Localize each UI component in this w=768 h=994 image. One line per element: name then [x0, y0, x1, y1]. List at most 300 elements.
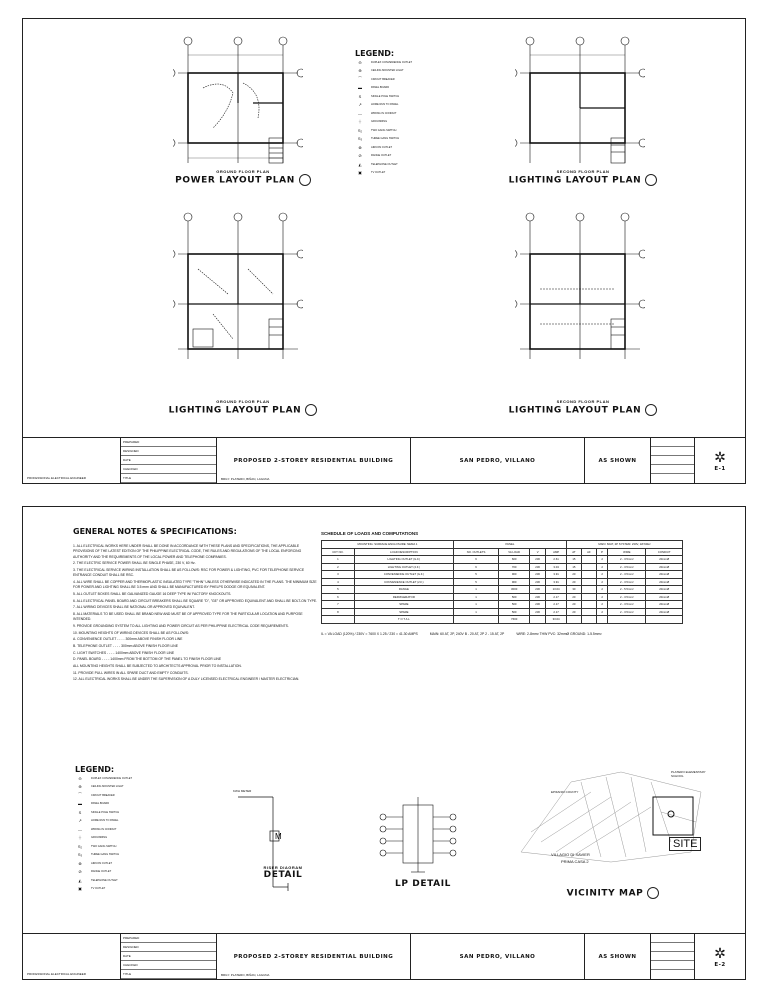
legend — [355, 49, 505, 177]
range-icon: ⊘ — [78, 869, 82, 875]
note-item: 5. ALL OUTLET BOXES SHALL BE GALVANIZED GAUGE 16 DEEP TYPE W/ FACTORY KNOCKOUTS. — [73, 591, 232, 596]
table-cell: LIGHTING OUTLET (2.F.) — [354, 563, 453, 571]
legend-label: WIRING IN CONDUIT — [371, 111, 397, 115]
legend-label: PANEL BOARD — [371, 86, 390, 90]
table-cell — [530, 616, 546, 624]
title-block — [23, 933, 745, 979]
note-item: 2. THE ELECTRIC SERVICE POWER SHALL BE SINGLE PHASE, 230 V, 60 Hz. — [73, 561, 196, 566]
table-cell: 2 - 3.5mm² — [608, 601, 646, 609]
site-label: SITE — [669, 837, 701, 851]
table-cell: 6 — [453, 563, 498, 571]
table-cell: 230 — [530, 571, 546, 579]
plan-title: LIGHTING LAYOUT PLAN — [153, 404, 333, 416]
table-cell: 230 — [530, 601, 546, 609]
note-item: A. CONVENIENCE OUTLET - - - - 300mm ABOVE FINISH FLOOR LINE — [73, 637, 183, 642]
vicinity-title: VICINITY MAP — [523, 887, 703, 899]
riser-title: DETAIL — [263, 870, 303, 880]
notes-list — [73, 544, 318, 682]
schedule-of-loads — [321, 531, 683, 636]
range-icon: ⊘ — [358, 153, 362, 159]
circuit-breaker-icon: ⌒ — [78, 792, 82, 798]
table-cell: 230 — [530, 578, 546, 586]
table-cell — [581, 556, 596, 564]
table-cell: 2 — [596, 593, 607, 601]
schedule-table — [321, 540, 683, 624]
table-cell: 2 — [596, 571, 607, 579]
legend-item — [355, 84, 505, 93]
lp-title: LP DETAIL — [395, 879, 451, 889]
column-header: LOAD DESCRIPTION — [354, 548, 453, 556]
legend-item — [75, 834, 225, 843]
table-cell: 6 — [453, 556, 498, 564]
riser-subtitle: RISER DIAGRAM — [263, 865, 303, 870]
map-label-prima: PRIMA CASA 2 — [561, 859, 589, 864]
legend-item — [355, 143, 505, 152]
legend-label: TELEPHONE OUTLET — [371, 162, 398, 166]
ceiling-light-icon: ⊕ — [78, 784, 82, 790]
three-gang-icon: S₃ — [357, 136, 363, 142]
legend-item — [355, 135, 505, 144]
note-item: 12. ALL ELECTRICAL WORKS SHALL BE UNDER THE SUPERVISION OF A DULY LICENSED ELECTRICAL ENGINEER / MASTER ELECTRICIAN. — [73, 677, 300, 682]
table-row — [322, 601, 683, 609]
computation — [321, 632, 683, 636]
table-cell: 2 — [596, 556, 607, 564]
title-block — [23, 437, 745, 483]
table-cell: 230 — [530, 608, 546, 616]
ground-icon: ⏚ — [78, 834, 82, 840]
table-cell: 1 — [453, 601, 498, 609]
lp-detail — [373, 797, 463, 877]
table-row — [322, 608, 683, 616]
tel-icon: ◭ — [358, 161, 362, 167]
sheet-number: E-2 — [714, 962, 726, 968]
legend-title: LEGEND: — [355, 49, 395, 58]
table-cell: 1 — [453, 593, 498, 601]
note-item: 6. ALL ELECTRICAL PANEL BOARD AND CIRCUIT BREAKERS SHALL BE SQUARE "D", "GE" OR APPROVED EQUIVALENT AND SHALL BE BOLT-ON TYPE. — [73, 598, 318, 603]
date-rows — [651, 934, 695, 979]
table-cell: SPARE — [354, 608, 453, 616]
table-cell: 33.04 — [546, 616, 567, 624]
floor-plan-drawing — [173, 33, 303, 183]
legend-label: AIRCON OUTLET — [91, 861, 113, 865]
plan-caption-1 — [153, 169, 333, 186]
plan-subtitle: GROUND FLOOR PLAN — [216, 169, 270, 174]
scale-cell — [585, 934, 651, 979]
notes-title: GENERAL NOTES & SPECIFICATIONS: — [73, 527, 237, 536]
ground-floor-power-plan — [173, 33, 303, 183]
table-cell: 2 — [596, 578, 607, 586]
column-header: P — [596, 548, 607, 556]
table-cell: 1 — [322, 556, 355, 564]
engineer-signature-cell — [23, 934, 121, 979]
table-cell: 20 — [567, 608, 582, 616]
wiring-icon: — — [358, 110, 362, 116]
table-cell: 700 — [499, 563, 530, 571]
ceiling-light-icon: ⊕ — [358, 68, 362, 74]
schedule-header-mid: PANEL — [453, 541, 566, 549]
legend-label: CEILING MOUNTED LIGHT — [371, 69, 404, 73]
scale-circle-icon — [645, 404, 657, 416]
scale-value: AS SHOWN — [598, 953, 637, 960]
table-cell: 3.91 — [546, 578, 567, 586]
table-cell: 2 - 5.5mm² — [608, 586, 646, 594]
lp-caption — [333, 879, 513, 889]
row-label: CHECKED — [121, 465, 216, 474]
table-cell: 20 — [567, 593, 582, 601]
table-cell: 500 — [499, 593, 530, 601]
note-item: D. PANEL BOARD - - - - 1400mm FROM THE BOTTOM OF THE PANEL TO FINISH FLOOR LINE — [73, 657, 222, 662]
map-label-village: VILLAGIO DI XAVIER — [551, 852, 590, 857]
legend-item — [355, 75, 505, 84]
table-cell: 20mmØ — [646, 608, 683, 616]
sheet-number-cell — [695, 934, 745, 979]
legend-label: TV OUTLET — [371, 171, 386, 175]
owner-name: SAN PEDRO, VILLANO — [459, 457, 536, 464]
table-cell — [596, 616, 607, 624]
legend-label: SINGLE POLE SWITCH — [91, 810, 120, 814]
row-label: DATE — [121, 456, 216, 465]
legend-item — [75, 885, 225, 894]
project-location: BRGY. PLATERO, BIÑAN, LAGUNA — [221, 477, 270, 481]
row-label: DATE — [121, 952, 216, 961]
plan-subtitle: GROUND FLOOR PLAN — [216, 399, 270, 404]
schedule-title: SCHEDULE OF LOADS AND COMPUTATIONS — [321, 531, 419, 536]
note-item: 4. ALL WIRE SHALL BE COPPER AND THERMOPLASTIC INSULATED TYPE "THHN" UNLESS OTHERWISE INDICATED IN THE PLANS. THE MINIMUM SIZE FOR POWER AND LIGHTING SHALL BE 3.5 mm² AND SHALL BE MANUFACTURED BY PHELPS DODGE OR EQUIVALENT. — [73, 579, 317, 590]
two-gang-icon: S₂ — [77, 843, 83, 849]
table-cell: 2.17 — [546, 601, 567, 609]
table-cell: 5 — [322, 586, 355, 594]
ground-floor-lighting-plan — [173, 209, 303, 369]
plan-title: LIGHTING LAYOUT PLAN — [493, 404, 673, 416]
table-cell: 5 — [453, 571, 498, 579]
legend-label: TV OUTLET — [91, 887, 106, 891]
note-item: B. TELEPHONE OUTLET - - - - 300mm ABOVE FINISH FLOOR LINE — [73, 643, 179, 648]
general-notes — [73, 529, 318, 684]
owner-name: SAN PEDRO, VILLANO — [459, 953, 536, 960]
project-location: BRGY. PLATERO, BIÑAN, LAGUNA — [221, 973, 270, 977]
table-cell: 15 — [567, 563, 582, 571]
schedule-header-left: MOUNTING: SURFACE ENCLOSURE: NEMA 1 — [322, 541, 454, 549]
note-item: ALL MOUNTING HEIGHTS SHALL BE SUBJECTED TO ARCHITECTS APPROVAL PRIOR TO INSTALLATION. — [73, 664, 242, 669]
floor-plan-drawing — [173, 209, 303, 369]
row-label: CHECKED — [121, 961, 216, 970]
schedule-header-right: MAIN: 60AT, 2P SYSTEM: 230V, 1Ø 60Hz — [567, 541, 683, 549]
legend-label: TWO GANG SWITCH — [371, 128, 397, 132]
plan-caption-4 — [493, 399, 673, 416]
table-cell: 20mmØ — [646, 571, 683, 579]
scale-cell — [585, 438, 651, 483]
legend-list — [355, 58, 505, 177]
row-label: TITLE — [121, 474, 216, 483]
legend-label: SINGLE POLE SWITCH — [371, 94, 400, 98]
table-cell: CONVENIENCE OUTLET (2.F.) — [354, 578, 453, 586]
company-logo-icon: ✲ — [714, 449, 726, 465]
table-cell: 600 — [499, 556, 530, 564]
legend-item — [355, 109, 505, 118]
legend-item — [75, 825, 225, 834]
circuit-breaker-icon: ⌒ — [358, 76, 362, 82]
table-cell: 2 - 3.5mm² — [608, 563, 646, 571]
column-header: AF — [581, 548, 596, 556]
table-row — [322, 578, 683, 586]
scale-circle-icon — [305, 404, 317, 416]
legend-label: THREE GANG SWITCH — [371, 137, 400, 141]
column-header: V — [530, 548, 546, 556]
table-cell — [581, 571, 596, 579]
table-cell: 4 — [322, 578, 355, 586]
plan-subtitle: SECOND FLOOR PLAN — [556, 399, 610, 404]
riser-caption — [193, 865, 373, 880]
legend-item — [355, 160, 505, 169]
table-cell: 3 — [322, 571, 355, 579]
legend-label: DUPLEX CONVENIENCE OUTLET — [91, 776, 133, 780]
table-cell: 15 — [567, 556, 582, 564]
table-cell: RANGE — [354, 586, 453, 594]
legend-label: CEILING MOUNTED LIGHT — [91, 785, 124, 789]
column-header: CONDUIT — [646, 548, 683, 556]
table-row — [322, 563, 683, 571]
legend-label: GROUNDING — [91, 836, 108, 840]
legend-item — [75, 817, 225, 826]
legend-item — [355, 169, 505, 178]
legend-label: CIRCUIT BREAKER — [371, 77, 395, 81]
legend-item — [355, 58, 505, 67]
column-header: VA LOAD — [499, 548, 530, 556]
legend-item — [355, 92, 505, 101]
table-cell — [581, 586, 596, 594]
scale-circle-icon — [299, 174, 311, 186]
table-cell: 2 - 3.5mm² — [608, 578, 646, 586]
table-cell: 500 — [499, 608, 530, 616]
row-label: DESIGNED — [121, 447, 216, 456]
table-cell: CONVENIENCE OUTLET (G.F.) — [354, 571, 453, 579]
tv-icon: ▣ — [78, 886, 82, 892]
scale-circle-icon — [645, 174, 657, 186]
legend-item — [355, 67, 505, 76]
note-item: 7. ALL WIRING DEVICES SHALL BE NATIONAL OR APPROVED EQUIVALENT. — [73, 605, 195, 610]
duplex-outlet-icon: ⊖ — [358, 59, 362, 65]
note-item: 10. MOUNTING HEIGHTS OF WIRING DEVICES SHALL BE AS FOLLOWS: — [73, 630, 189, 635]
table-cell — [453, 616, 498, 624]
second-floor-lighting-plan-top — [515, 33, 645, 183]
column-header: WIRE — [608, 548, 646, 556]
table-cell: 3000 — [499, 586, 530, 594]
project-cell — [217, 438, 411, 483]
row-label: DESIGNED — [121, 943, 216, 952]
wiring-icon: — — [78, 826, 82, 832]
three-gang-icon: S₃ — [77, 852, 83, 858]
table-cell: 2 — [596, 563, 607, 571]
legend-label: TWO GANG SWITCH — [91, 844, 117, 848]
note-item: 8. ALL MATERIALS TO BE USED SHALL BE BRAND NEW AND MUST BE OF APPROVED TYPE FOR THE PARTICULAR LOCATION AND PURPOSE INTENDED. — [73, 611, 303, 622]
table-cell: REFRIGERATOR — [354, 593, 453, 601]
table-cell: 13.04 — [546, 586, 567, 594]
table-cell: 900 — [499, 571, 530, 579]
legend-label: HOME RUN TO PANEL — [91, 819, 119, 823]
table-cell — [322, 616, 355, 624]
legend-label: CIRCUIT BREAKER — [91, 793, 115, 797]
table-cell: 5 — [453, 578, 498, 586]
owner-cell — [411, 934, 585, 979]
switch-icon: S — [358, 93, 362, 99]
vicinity-map — [511, 762, 711, 872]
engineer-label: PROFESSIONAL ELECTRICAL ENGINEER — [27, 476, 86, 480]
vicinity-drawing — [511, 762, 711, 872]
aircon-icon: ⊗ — [358, 144, 362, 150]
table-cell: 900 — [499, 578, 530, 586]
column-header: NO. OUTLETS — [453, 548, 498, 556]
row-label: PREPARED — [121, 934, 216, 943]
note-item: 1. ALL ELECTRICAL WORKS HERE UNDER SHALL BE DONE IN ACCORDANCE WITH THESE PLANS AND SPECIFICATIONS, THE APPLICABLE PROVISIONS OF THE LATEST EDITION OF THE PHILIPPINE ELECTRICAL CODE, THE RULES AND REGULATIONS OF THE LOCAL ENFORCING AUTHORITY AND THE REQUIREMENTS OF THE LOCAL POWER AND TELEPHONE COMPANIES. — [73, 544, 302, 559]
legend-label: THREE GANG SWITCH — [91, 853, 120, 857]
table-cell: 6 — [322, 593, 355, 601]
note-item: 9. PROVIDE GROUNDING SYSTEM TO ALL LIGHTING AND POWER CIRCUIT AS PER PHILIPPINE ELECTRICAL CODE REQUIREMENTS. — [73, 623, 289, 628]
table-cell: 2.17 — [546, 608, 567, 616]
project-title: PROPOSED 2-STOREY RESIDENTIAL BUILDING — [233, 953, 394, 960]
table-cell — [646, 616, 683, 624]
plan-subtitle: SECOND FLOOR PLAN — [556, 169, 610, 174]
table-cell: 230 — [530, 593, 546, 601]
table-cell: 230 — [530, 563, 546, 571]
engineer-label: PROFESSIONAL ELECTRICAL ENGINEER — [27, 972, 86, 976]
table-cell — [581, 563, 596, 571]
table-cell: 2 — [596, 586, 607, 594]
legend-item — [355, 126, 505, 135]
table-cell: 20 — [567, 601, 582, 609]
table-cell: LIGHTING OUTLET (G.F.) — [354, 556, 453, 564]
table-cell: 20mmØ — [646, 593, 683, 601]
kwh-label: KWH METER — [233, 789, 252, 793]
legend-title: LEGEND: — [75, 765, 115, 774]
column-header: AT — [567, 548, 582, 556]
table-cell: 3.04 — [546, 563, 567, 571]
table-cell: 20mmØ — [646, 601, 683, 609]
plan-caption-2 — [493, 169, 673, 186]
table-cell — [581, 593, 596, 601]
legend-item — [75, 808, 225, 817]
legend-label: GROUNDING — [371, 120, 388, 124]
table-cell: 7 — [322, 601, 355, 609]
legend-label: WIRING IN CONDUIT — [91, 827, 117, 831]
revision-rows — [121, 438, 217, 483]
ground-icon: ⏚ — [358, 118, 362, 124]
tv-icon: ▣ — [358, 170, 362, 176]
row-label: TITLE — [121, 970, 216, 979]
table-cell: 2.17 — [546, 593, 567, 601]
switch-icon: S — [78, 809, 82, 815]
two-gang-icon: S₂ — [357, 127, 363, 133]
table-cell: 7600 — [499, 616, 530, 624]
legend-label: DUPLEX CONVENIENCE OUTLET — [371, 60, 413, 64]
table-cell — [581, 608, 596, 616]
date-rows — [651, 438, 695, 483]
panel-board-icon: ▬ — [78, 801, 82, 807]
sheet-number: E-1 — [714, 466, 726, 472]
plan-title: POWER LAYOUT PLAN — [153, 174, 333, 186]
note-item: C. LIGHT SWITCHES - - - - 1400mm ABOVE FINISH FLOOR LINE — [73, 650, 175, 655]
table-cell: 20mmØ — [646, 563, 683, 571]
table-row — [322, 571, 683, 579]
main-breaker: MAIN: 60 AT, 2P, 240V B - 20 AT, 2P 2 - 15 AT, 2P — [429, 631, 505, 636]
table-cell — [608, 616, 646, 624]
engineer-signature-cell — [23, 438, 121, 483]
table-cell: 2 - 3.5mm² — [608, 556, 646, 564]
vicinity-caption — [523, 887, 703, 899]
tel-icon: ◭ — [78, 877, 82, 883]
legend-item — [355, 152, 505, 161]
project-cell — [217, 934, 411, 979]
table-cell: 230 — [530, 556, 546, 564]
formula: IL = VA LOAD (120%) / 230V = 7600 X 1.25 / 230 = 41.30 AMPS — [321, 631, 418, 636]
table-cell: 500 — [499, 601, 530, 609]
drawing-sheet-1 — [22, 18, 746, 484]
scale-value: AS SHOWN — [598, 457, 637, 464]
legend-label: HOME RUN TO PANEL — [371, 103, 399, 107]
table-cell: 2 — [322, 563, 355, 571]
table-cell: 30 — [567, 586, 582, 594]
legend-label: RANGE OUTLET — [91, 870, 112, 874]
north-arrow-icon — [647, 887, 659, 899]
second-floor-lighting-plan-bottom — [515, 209, 645, 369]
map-label-school: PLATERO ELEMENTARY SCHOOL — [671, 770, 706, 778]
legend-item — [75, 791, 225, 800]
table-cell: 2 - 3.5mm² — [608, 571, 646, 579]
table-row — [322, 616, 683, 624]
table-cell: 20mmØ — [646, 586, 683, 594]
table-cell: 230 — [530, 586, 546, 594]
legend-item — [75, 783, 225, 792]
lp-drawing — [373, 797, 463, 877]
table-cell: 1 — [453, 608, 498, 616]
table-cell — [581, 601, 596, 609]
table-cell: T O T A L — [354, 616, 453, 624]
table-cell: 20mmØ — [646, 556, 683, 564]
panel-board-icon: ▬ — [358, 85, 362, 91]
table-cell: 3.91 — [546, 571, 567, 579]
legend-item — [75, 774, 225, 783]
table-row — [322, 593, 683, 601]
owner-cell — [411, 438, 585, 483]
table-cell: 2 — [596, 608, 607, 616]
home-run-icon: ↗ — [78, 818, 82, 824]
drawing-sheet-2 — [22, 506, 746, 980]
plan-caption-3 — [153, 399, 333, 416]
legend-item — [75, 842, 225, 851]
table-cell: 20mmØ — [646, 578, 683, 586]
floor-plan-drawing — [515, 209, 645, 369]
aircon-icon: ⊗ — [78, 860, 82, 866]
legend-label: PANEL BOARD — [91, 802, 110, 806]
table-cell: 2 - 3.5mm² — [608, 593, 646, 601]
home-run-icon: ↗ — [358, 102, 362, 108]
legend-item — [75, 851, 225, 860]
legend-label: RANGE OUTLET — [371, 154, 392, 158]
table-cell: SPARE — [354, 601, 453, 609]
table-cell: 2 - 3.5mm² — [608, 608, 646, 616]
column-header: CKT NO. — [322, 548, 355, 556]
table-cell: 20 — [567, 578, 582, 586]
table-cell: 1 — [453, 586, 498, 594]
table-cell — [567, 616, 582, 624]
note-item: 11. PROVIDE PULL WIRES IN ALL SPARE DUCT AND EMPTY CONDUITS. — [73, 670, 189, 675]
legend-item — [355, 118, 505, 127]
legend-label: TELEPHONE OUTLET — [91, 878, 118, 882]
project-title: PROPOSED 2-STOREY RESIDENTIAL BUILDING — [233, 457, 394, 464]
table-row — [322, 586, 683, 594]
table-cell: 2 — [596, 601, 607, 609]
wire-spec: WIRE: 2-8mm² THW PVC: 32mmØ GROUND: 1-5.5mm² — [516, 631, 602, 636]
meter-label: M — [275, 832, 282, 841]
